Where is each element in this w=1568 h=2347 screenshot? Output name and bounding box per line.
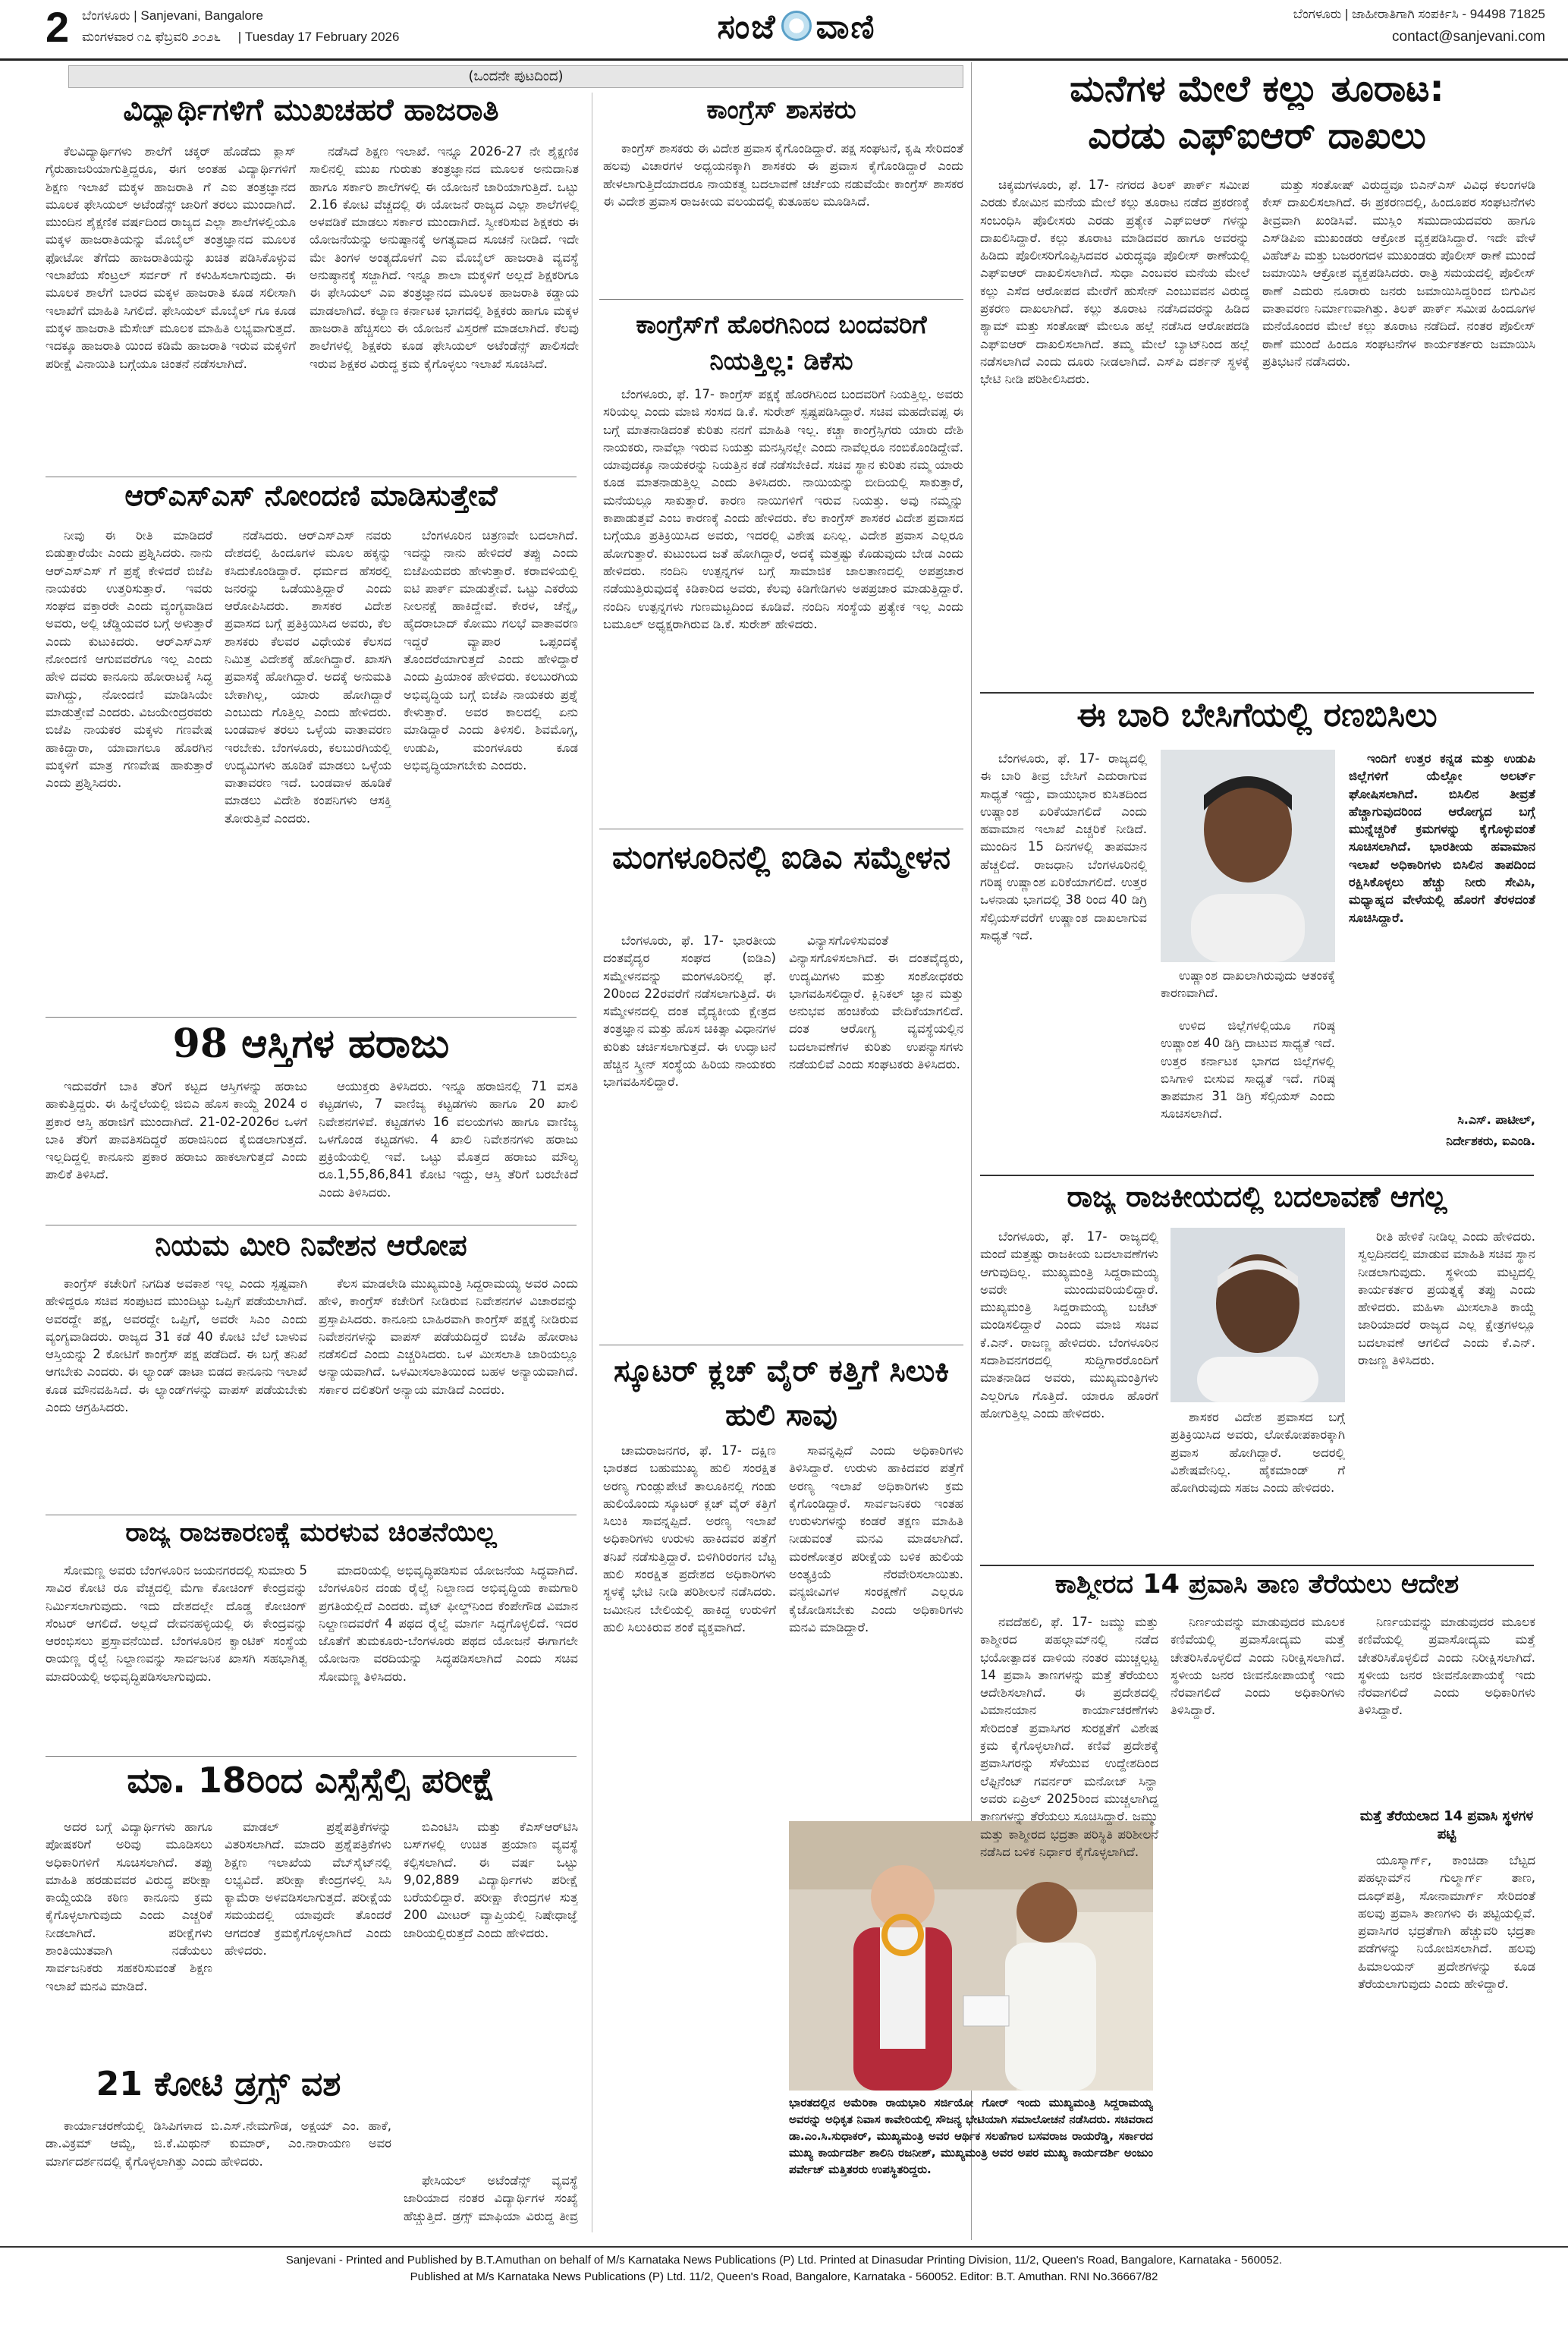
photo-heat-caption	[1161, 967, 1335, 1012]
continued-label: (ಒಂದನೇ ಪುಟದಿಂದ)	[68, 65, 963, 88]
paragraph: ವಿನ್ಯಾಸಗೊಳಿಸುವಂತೆ ವಿನ್ಯಾಸಗೊಳಿಸಲಾಗಿದೆ. ಈ ದಂತವೈದ್ಯರು, ಉದ್ಯಮಿಗಳು ಮತ್ತು ಸಂಶೋಧಕರು ಭಾಗವಹಿಸಲಿದ್ದಾರೆ. ಕ್ಲಿನಿಕಲ್ ಜ್ಞಾನ ಮತ್ತು ಅನುಭವ ಹಂಚಿಕೆಯ ವೇದಿಕೆಯಾಗಲಿದೆ. ದಂತ ಆರೋಗ್ಯ ವ್ಯವಸ್ಥೆಯಲ್ಲಿನ ಬದಲಾವಣೆಗಳ ಕುರಿತು ಉಪನ್ಯಾಸಗಳು ನಡೆಯಲಿವೆ ಎಂದು ಸಂಘಟಕರು ತಿಳಿಸಿದರು.	[789, 933, 963, 1072]
subheading-kashmir-list: ಮತ್ತೆ ತೆರೆಯಲಾದ 14 ಪ್ರವಾಸಿ ಸ್ಥಳಗಳ ಪಟ್ಟಿ	[1359, 1808, 1534, 1842]
imprint-footer	[0, 2246, 1568, 2292]
newspaper-logo	[668, 6, 925, 49]
logo-text-left: ಸಂಜೆ	[717, 8, 777, 46]
article-politics-col2	[319, 1562, 578, 1751]
article-sslc-col2	[225, 1818, 391, 2059]
headline-scooter: ಸ್ಕೂಟರ್ ಕ್ಲಚ್ ವೈರ್ ಕತ್ತಿಗೆ ಸಿಲುಕಿ ಹುಲಿ ಸಾವು	[613, 1354, 950, 1433]
paragraph: ಕಾರ್ಯಾಚರಣೆಯಲ್ಲಿ ಡಿಸಿಪಿಗಳಾದ ಬಿ.ಎಸ್.ನೇಮಗೌಡ, ಅಕ್ಷಯ್ ಎಂ. ಹಾಕೆ, ಡಾ.ವಿಕ್ರಮ್ ಆಮ್ಟೆ, ಜಿ.ಕೆ.ಮಿಥುನ್ ಕುಮಾರ್, ಎಂ.ನಾರಾಯಣ ಅವರ ಮಾರ್ಗದರ್ಶನದಲ್ಲಿ ಕೈಗೊಳ್ಳಲಾಗಿತ್ತು ಎಂದು ಹೇಳಿದರು.	[46, 2119, 391, 2169]
headline-mla: ಕಾಂಗ್ರೆಸ್ ಶಾಸಕರು	[706, 96, 856, 125]
paragraph: ಉಳಿದ ಜಿಲ್ಲೆಗಳಲ್ಲಿಯೂ ಗರಿಷ್ಠ ಉಷ್ಣಾಂಶ 40 ಡಿಗ್ರಿ ದಾಟುವ ಸಾಧ್ಯತೆ ಇದೆ. ಉತ್ತರ ಕರ್ನಾಟಕ ಭಾಗದ ಜಿಲ್ಲೆಗಳಲ್ಲಿ ಬಿಸಿಗಾಳಿ ಬೀಸುವ ಸಾಧ್ಯತೆ ಇದೆ. ಗರಿಷ್ಠ ತಾಪಮಾನ 31 ಡಿಗ್ರಿ ಸೆಲ್ಸಿಯಸ್ ಎಂದು ಸೂಚಿಸಲಾಗಿದೆ.	[1161, 1018, 1335, 1122]
paragraph: ಕಾಂಗ್ರೆಸ್ ಕಚೇರಿಗೆ ನಿಗದಿತ ಅವಕಾಶ ಇಲ್ಲ ಎಂದು ಸ್ಪಷ್ಟವಾಗಿ ಹೇಳಿದ್ದರೂ ಸಚಿವ ಸಂಪುಟದ ಮುಂದಿಟ್ಟು ಒಪ್ಪಿಗೆ ಪಡೆಯಲಾಗಿದೆ. ಅವರದ್ದೇ ಪಕ್ಷ, ಅವರದ್ದೇ ಒಪ್ಪಿಗೆ, ಅವರೇ ಸಿಎಂ ಎಂದು ವ್ಯಂಗ್ಯವಾಡಿದರು. ರಾಜ್ಯದ 31 ಕಡೆ 40 ಕೋಟಿ ಬೆಲೆ ಬಾಳುವ ಆಸ್ತಿಯನ್ನು 2 ಕೋಟಿಗೆ ಕಾಂಗ್ರೆಸ್ ಪಕ್ಷ ಪಡೆದಿದೆ. ಈ ಬಗ್ಗೆ ತನಿಖೆ ಆಗಬೇಕು ಎಂದರು. ಈ ಲ್ಯಾಂಡ್ ಡಾಟಾ ಬಿಡದ ಕಾನೂನು ಇಲಾಖೆ ಕೂಡ ಮೌನವಹಿಸಿದೆ. ಈ ಲ್ಯಾಂಡ್‌ಗಳನ್ನು ವಾಪಸ್ ಪಡೆಯಬೇಕು ಎಂದು ಆಗ್ರಹಿಸಿದರು.	[46, 1276, 307, 1415]
article-attendance-col2	[310, 143, 579, 473]
headline-sslc: ಮಾ. 18ರಿಂದ ಎಸ್ಸೆಸ್ಸೆಲ್ಸಿ ಪರೀಕ್ಷೆ	[127, 1760, 495, 1801]
paragraph: ಕಾಂಗ್ರೆಸ್ ಶಾಸಕರು ಈ ವಿದೇಶ ಪ್ರವಾಸ ಕೈಗೊಂಡಿದ್ದಾರೆ. ಪಕ್ಷ ಸಂಘಟನೆ, ಕೃಷಿ ಸೇರಿದಂತೆ ಹಲವು ವಿಚಾರಗಳ ಅಧ್ಯಯನಕ್ಕಾಗಿ ಶಾಸಕರು ಈ ಪ್ರವಾಸ ಕೈಗೊಂಡಿದ್ದಾರೆ ಎಂದು ಹೇಳಲಾಗುತ್ತಿದೆಯಾದರೂ ನಾಯಕತ್ವ ಬದಲಾವಣೆ ಚರ್ಚೆಯ ನಡುವೆಯೇ ಕಾಂಗ್ರೆಸ್ ಶಾಸಕರ ಈ ವಿದೇಶ ಪ್ರವಾಸ ರಾಜಕೀಯ ವಲಯದಲ್ಲಿ ಕುತೂಹಲ ಮೂಡಿಸಿದೆ.	[603, 141, 963, 209]
article-kashmir-col2	[1171, 1613, 1345, 2228]
article-politics-col1	[46, 1562, 307, 1751]
headline-stones-line1: ಮನೆಗಳ ಮೇಲೆ ಕಲ್ಲು ತೂರಾಟ:	[1070, 68, 1444, 110]
article-heat-col3	[1161, 1017, 1335, 1169]
paragraph: ಫೇಸಿಯಲ್ ಅಟೆಂಡೆನ್ಸ್ ವ್ಯವಸ್ಥೆ ಜಾರಿಯಾದ ನಂತರ ವಿದ್ಯಾರ್ಥಿಗಳ ಸಂಖ್ಯೆ ಹೆಚ್ಚುತ್ತಿದೆ. ಡ್ರಗ್ಸ್ ಮಾಫಿಯಾ ವಿರುದ್ಧ ತೀವ್ರ	[404, 2173, 578, 2223]
divider	[980, 692, 1534, 694]
headline-heat: ಈ ಬಾರಿ ಬೇಸಿಗೆಯಲ್ಲಿ ರಣಬಿಸಿಲು	[1076, 697, 1438, 735]
article-auction-col2	[319, 1078, 578, 1222]
article-investment-col1	[46, 1275, 307, 1510]
paragraph: ಶಾಸಕರ ವಿದೇಶ ಪ್ರವಾಸದ ಬಗ್ಗೆ ಪ್ರತಿಕ್ರಿಯಿಸಿದ ಅವರು, ಲೋಕೋಪಕಾರಕ್ಕಾಗಿ ಪ್ರವಾಸ ಹೋಗಿದ್ದಾರೆ. ಅದರಲ್ಲಿ ವಿಶೇಷವೇನಿಲ್ಲ. ಹೈಕಮಾಂಡ್ ಗೆ ಹೋಗಿರುವುದು ಸಹಜ ಎಂದು ಹೇಳಿದರು.	[1171, 1410, 1345, 1496]
article-drugs-col1	[46, 2117, 391, 2223]
article-ida-col2	[789, 932, 963, 1342]
paragraph: ಮಾಡಲ್ ಪ್ರಶ್ನೆಪತ್ರಿಕೆಗಳನ್ನು ವಿತರಿಸಲಾಗಿದೆ. ಮಾದರಿ ಪ್ರಶ್ನೆಪತ್ರಿಕೆಗಳು ಶಿಕ್ಷಣ ಇಲಾಖೆಯ ವೆಬ್‌ಸೈಟ್‌ನಲ್ಲಿ ಲಭ್ಯವಿದೆ. ಪರೀಕ್ಷಾ ಕೇಂದ್ರಗಳಲ್ಲಿ ಸಿಸಿ ಕ್ಯಾಮೆರಾ ಅಳವಡಿಸಲಾಗುತ್ತದೆ. ಪರೀಕ್ಷೆಯ ಸಮಯದಲ್ಲಿ ಯಾವುದೇ ತೊಂದರೆ ಆಗದಂತೆ ಕ್ರಮಕೈಗೊಳ್ಳಲಾಗಿದೆ ಎಂದು ಹೇಳಿದರು.	[225, 1820, 391, 1958]
divider	[599, 299, 963, 300]
paragraph: ಬೆಂಗಳೂರಿನ ಚಿತ್ರಣವೇ ಬದಲಾಗಿದೆ. ಇದನ್ನು ನಾನು ಹೇಳಿದರೆ ತಪ್ಪು ಎಂದು ಬಿಜೆಪಿಯವರು ಹೇಳುತ್ತಾರೆ. ಕರಾವಳಿಯಲ್ಲಿ ಐಟಿ ಪಾರ್ಕ್ ಮಾಡುತ್ತೇವೆ. ಒಟ್ಟು ಎಕರೆಯ ನೀಲನಕ್ಷೆ ಹಾಕಿದ್ದೇವೆ. ಕೇರಳ, ಚೆನ್ನೈ, ಹೈದರಾಬಾದ್ ಕೋಮು ಗಲಭೆ ವಾತಾವರಣ ಇದ್ದರೆ ವ್ಯಾಪಾರ ಒಪ್ಪಂದಕ್ಕೆ ತೊಂದರೆಯಾಗುತ್ತದೆ ಎಂದು ಹೇಳಿದ್ದಾರೆ ಎಂದು ಪ್ರಿಯಾಂಕ ಹೇಳಿದರು. ಕಲಬುರಗಿಯ ಅಭಿವೃದ್ಧಿಯ ಬಗ್ಗೆ ಬಿಜೆಪಿ ನಾಯಕರು ಪ್ರಶ್ನೆ ಕೇಳುತ್ತಾರೆ. ಅವರ ಕಾಲದಲ್ಲಿ ಏನು ಮಾಡಿದ್ದಾರೆ ಎಂದು ತಿಳಿಸಲಿ. ಶಿವಮೊಗ್ಗ, ಉಡುಪಿ, ಮಂಗಳೂರು ಕೂಡ ಅಭಿವೃದ್ಧಿಯಾಗಬೇಕು ಎಂದರು.	[404, 528, 578, 772]
paragraph: ಸಾವನ್ನಪ್ಪಿದೆ ಎಂದು ಅಧಿಕಾರಿಗಳು ತಿಳಿಸಿದ್ದಾರೆ. ಉರುಳು ಹಾಕಿದವರ ಪತ್ತೆಗೆ ಅರಣ್ಯ ಇಲಾಖೆ ಅಧಿಕಾರಿಗಳು ಕ್ರಮ ಕೈಗೊಂಡಿದ್ದಾರೆ. ಸಾರ್ವಜನಿಕರು ಇಂತಹ ಉರುಳುಗಳನ್ನು ಕಂಡರೆ ತಕ್ಷಣ ಮಾಹಿತಿ ನೀಡುವಂತೆ ಮನವಿ ಮಾಡಲಾಗಿದೆ. ಮರಣೋತ್ತರ ಪರೀಕ್ಷೆಯ ಬಳಿಕ ಹುಲಿಯ ಅಂತ್ಯಕ್ರಿಯೆ ನೆರವೇರಿಸಲಾಯಿತು. ವನ್ಯಜೀವಿಗಳ ಸಂರಕ್ಷಣೆಗೆ ಎಲ್ಲರೂ ಕೈಜೋಡಿಸಬೇಕು ಎಂದು ಅಧಿಕಾರಿಗಳು ಮನವಿ ಮಾಡಿದ್ದಾರೆ.	[789, 1443, 963, 1634]
paragraph: ಕೆಲವಿದ್ಯಾರ್ಥಿಗಳು ಶಾಲೆಗೆ ಚಕ್ಕರ್ ಹೊಡೆದು ಕ್ಲಾಸ್ ಗೈರುಹಾಜರಿಯಾಗುತ್ತಿದ್ದರೂ, ಈಗ ಅಂತಹ ವಿದ್ಯಾರ್ಥಿಗಳಿಗೆ ಶಿಕ್ಷಣ ಇಲಾಖೆ ಮಕ್ಕಳ ಹಾಜರಾತಿ ಗೆ ಎಐ ತಂತ್ರಜ್ಞಾನದ ಮೂಲಕ ಫೇಸಿಯಲ್ ಅಟೆಂಡೆನ್ಸ್ ಜಾರಿಗೆ ತರಲು ಮುಂದಾಗಿದೆ. ಮುಂದಿನ ಶೈಕ್ಷಣಿಕ ವರ್ಷದಿಂದ ರಾಜ್ಯದ ಎಲ್ಲಾ ಶಾಲೆಗಳಲ್ಲಿಯೂ ಮಕ್ಕಳ ಹಾಜರಾತಿಯನ್ನು ಮೊಬೈಲ್ ತಂತ್ರಜ್ಞಾನದ ಮೂಲಕ ಫೋಟೋ ತೆಗೆದು ಹಾಜರಾತಿಯನ್ನು ಖಚಿತ ಪಡಿಸಿಕೊಳ್ಳುವ ಇಲಾಖೆಯ ಸೆಂಟ್ರಲ್ ಸರ್ವರ್ ಗೆ ಕಳುಹಿಸಲಾಗುವುದು. ಈ ಮೂಲಕ ಶಾಲೆಗೆ ಬಾರದ ಮಕ್ಕಳ ಹಾಜರಾತಿ ಕೂಡ ಸಲೀಸಾಗಿ ಇಲಾಖೆಗೆ ಮಾಹಿತಿ ಸಿಗಲಿದೆ. ಫೇಸಿಯಲ್ ಮೊಬೈಲ್ ಗೂ ಕೂಡ ಮಕ್ಕಳ ಹಾಜರಾತಿ ಮೆಸೇಜ್ ಮೂಲಕ ಮಾಹಿತಿ ಲಭ್ಯವಾಗುತ್ತದೆ. ಇದಕ್ಕೂ ಹಾಜರಾತಿ ಯಿಂದ ಕಡಿಮೆ ಹಾಜರಾತಿ ಇರುವ ಮಕ್ಕಳಿಗೆ ಪರೀಕ್ಷೆ ವಿನಾಯಿತಿ ಬಗ್ಗೆಯೂ ಚಿಂತನೆ ನಡೆಸಲಾಗಿದೆ.	[46, 144, 296, 371]
paragraph: ರೀತಿ ಹೇಳಿಕೆ ನೀಡಿಲ್ಲ ಎಂದು ಹೇಳಿದರು. ಸ್ವಲ್ಪದಿನದಲ್ಲಿ ಮಾಡುವ ಮಾಹಿತಿ ಸಚಿವ ಸ್ಥಾನ ನೀಡಲಾಗುವುದು. ಸ್ಥಳೀಯ ಮಟ್ಟದಲ್ಲಿ ಕಾರ್ಯಕರ್ತರ ಪ್ರಯತ್ನಕ್ಕೆ ತಪ್ಪು ಎಂದು ಹೇಳಿದರು. ಮಹಿಳಾ ಮೀಸಲಾತಿ ಕಾಯ್ದೆ ಜಾರಿಯಾದರೆ ರಾಜ್ಯದ ಎಲ್ಲ ಕ್ಷೇತ್ರಗಳಲ್ಲೂ ಬದಲಾವಣೆ ಆಗಲಿದೆ ಎಂದು ಕೆ.ಎನ್. ರಾಜಣ್ಣ ತಿಳಿಸಿದರು.	[1358, 1229, 1535, 1368]
paragraph: ಆಯುಕ್ತರು ತಿಳಿಸಿದರು. ಇನ್ನೂ ಹರಾಜಿನಲ್ಲಿ 71 ವಸತಿ ಕಟ್ಟಡಗಳು, 7 ವಾಣಿಜ್ಯ ಕಟ್ಟಡಗಳು ಹಾಗೂ 20 ಖಾಲಿ ನಿವೇಶನಗಳಿವೆ. ಕಟ್ಟಡಗಳು 16 ವಲಯಗಳು ಹಾಗೂ ವಾಣಿಜ್ಯ ಒಳಗೊಂಡ ಕಟ್ಟಡಗಳು. 4 ಖಾಲಿ ನಿವೇಶನಗಳು ಹರಾಜು ಪ್ರಕ್ರಿಯೆಯಲ್ಲಿ ಇವೆ. ಒಟ್ಟು ಮೊತ್ತದ ಹರಾಜು ಮೌಲ್ಯ ರೂ.1,55,86,841 ಕೋಟಿ ಇದ್ದು, ಆಸ್ತಿ ತೆರಿಗೆ ಬರಬೇಕಿದೆ ಎಂದು ತಿಳಿಸಿದರು.	[319, 1079, 578, 1200]
paragraph: ಮಾದರಿಯಲ್ಲಿ ಅಭಿವೃದ್ಧಿಪಡಿಸುವ ಯೋಜನೆಯ ಸಿದ್ಧವಾಗಿದೆ. ಬೆಂಗಳೂರಿನ ದಂಡು ರೈಲ್ವೆ ನಿಲ್ದಾಣದ ಅಭಿವೃದ್ಧಿಯ ಕಾಮಗಾರಿ ಪ್ರಗತಿಯಲ್ಲಿದೆ ಎಂದರು. ವೈಟ್ ಫೀಲ್ಡ್‌ನಿಂದ ಕೆಂಪೇಗೌಡ ವಿಮಾನ ನಿಲ್ದಾಣದವರೆಗೆ 4 ಪಥದ ರೈಲ್ವೆ ಮಾರ್ಗ ಸಿದ್ಧಗೊಳ್ಳಲಿದೆ. ಇದರ ಜೊತೆಗೆ ತುಮಕೂರು-ಬೆಂಗಳೂರು ಪಥದ ಯೋಜನೆ ಈಗಾಗಲೇ ಯೋಜನಾ ವರದಿಯನ್ನು ಸಿದ್ಧಪಡಿಸಲಾಗಿದೆ ಎಂದು ಸಚಿವ ಸೋಮಣ್ಣ ತಿಳಿಸಿದರು.	[319, 1563, 578, 1684]
date-kannada: ಮಂಗಳವಾರ ೧೭ ಫೆಬ್ರವರಿ ೨೦೨೬	[82, 30, 222, 44]
article-auction-col1	[46, 1078, 307, 1222]
portrait-illustration	[1161, 750, 1335, 962]
article-heat-col1	[980, 750, 1147, 1167]
paragraph: ಬಿಎಂಟಿಸಿ ಮತ್ತು ಕೆಎಸ್ಆರ್‌ಟಿಸಿ ಬಸ್‌ಗಳಲ್ಲಿ ಉಚಿತ ಪ್ರಯಾಣ ವ್ಯವಸ್ಥೆ ಕಲ್ಪಿಸಲಾಗಿದೆ. ಈ ವರ್ಷ ಒಟ್ಟು 9,02,889 ವಿದ್ಯಾರ್ಥಿಗಳು ಪರೀಕ್ಷೆ ಬರೆಯಲಿದ್ದಾರೆ. ಪರೀಕ್ಷಾ ಕೇಂದ್ರಗಳ ಸುತ್ತ 200 ಮೀಟರ್ ವ್ಯಾಪ್ತಿಯಲ್ಲಿ ನಿಷೇಧಾಜ್ಞೆ ಜಾರಿಯಲ್ಲಿರುತ್ತದೆ ಎಂದು ಹೇಳಿದರು.	[404, 1820, 578, 1940]
article-drugs-col2	[404, 2172, 578, 2225]
headline-rss: ಆರ್‌ಎಸ್‌ಎಸ್ ನೋಂದಣಿ ಮಾಡಿಸುತ್ತೇವೆ	[124, 480, 498, 512]
imprint-line-2: Published at M/s Karnataka News Publications (P) Ltd. 11/2, Queen's Road, Bangalore, Karnataka - 560052. Editor: B.T. Amuthan. RNI No.36667/82	[410, 2270, 1158, 2283]
photo-heat-official	[1161, 750, 1335, 962]
headline-ida: ಮಂಗಳೂರಿನಲ್ಲಿ ಐಡಿಎ ಸಮ್ಮೇಳನ	[612, 838, 951, 876]
divider	[46, 1017, 577, 1018]
paragraph: ಸೋಮಣ್ಣ ಅವರು ಬೆಂಗಳೂರಿನ ಜಯನಗರದಲ್ಲಿ ಸುಮಾರು 5 ಸಾವಿರ ಕೋಟಿ ರೂ ವೆಚ್ಚದಲ್ಲಿ ಮೆಗಾ ಕೋಚಿಂಗ್ ಕೇಂದ್ರವನ್ನು ನಿರ್ಮಿಸಲಾಗುವುದು. ಇದು ದೇಶದಲ್ಲೇ ದೊಡ್ಡ ಕೋಚಿಂಗ್ ಸೆಂಟರ್ ಆಗಲಿದೆ. ಅಲ್ಲದೆ ದೇವನಹಳ್ಳಿಯಲ್ಲಿ ಈ ಕೇಂದ್ರವನ್ನು ಆರಂಭಿಸಲು ಪ್ರಸ್ತಾವನೆಯಿದೆ. ಬೆಂಗಳೂರಿನ ಕ್ವಾಂಟಿಕ್ ಸಂಸ್ಥೆಯ ರಾಯಣ್ಣ ರೈಲ್ವೆ ನಿಲ್ದಾಣವನ್ನು ಸಾರ್ವಜನಿಕ ಖಾಸಗಿ ಸಹಭಾಗಿತ್ವ ಮಾದರಿಯಲ್ಲಿ ಅಭಿವೃದ್ಧಿಪಡಿಸಲಾಗುವುದು.	[46, 1563, 307, 1684]
paragraph: ಅದರ ಬಗ್ಗೆ ವಿದ್ಯಾರ್ಥಿಗಳು ಹಾಗೂ ಪೋಷಕರಿಗೆ ಅರಿವು ಮೂಡಿಸಲು ಅಧಿಕಾರಿಗಳಿಗೆ ಸೂಚಿಸಲಾಗಿದೆ. ತಪ್ಪು ಮಾಹಿತಿ ಹರಡುವವರ ವಿರುದ್ಧ ಪರೀಕ್ಷಾ ಕಾಯ್ದೆಯಡಿ ಕಠಿಣ ಕಾನೂನು ಕ್ರಮ ಕೈಗೊಳ್ಳಲಾಗುವುದು ಎಂದು ಎಚ್ಚರಿಕೆ ನೀಡಲಾಗಿದೆ. ಪರೀಕ್ಷೆಗಳು ಶಾಂತಿಯುತವಾಗಿ ನಡೆಯಲು ಸಾರ್ವಜನಿಕರು ಸಹಕರಿಸುವಂತೆ ಶಿಕ್ಷಣ ಇಲಾಖೆ ಮನವಿ ಮಾಡಿದೆ.	[46, 1820, 212, 1993]
article-sslc-col3	[404, 1818, 578, 2167]
divider	[46, 1756, 577, 1757]
date-english: | Tuesday 17 February 2026	[237, 30, 400, 44]
paragraph: ನವದೆಹಲಿ, ಫೆ. 17- ಜಮ್ಮು ಮತ್ತು ಕಾಶ್ಮೀರದ ಪಹಲ್ಗಾಮ್‌ನಲ್ಲಿ ನಡೆದ ಭಯೋತ್ಪಾದಕ ದಾಳಿಯ ನಂತರ ಮುಚ್ಚಲ್ಪಟ್ಟ 14 ಪ್ರವಾಸಿ ತಾಣಗಳನ್ನು ಮತ್ತೆ ತೆರೆಯಲು ಆದೇಶಿಸಲಾಗಿದೆ. ಈ ಪ್ರದೇಶದಲ್ಲಿ ವಿಮಾನಯಾನ ಕಾರ್ಯಾಚರಣೆಗಳು ಸೇರಿದಂತೆ ಪ್ರವಾಸಿಗರ ಸುರಕ್ಷತೆಗೆ ವಿಶೇಷ ಕ್ರಮ ಕೈಗೊಳ್ಳಲಾಗಿದೆ. ಕಣಿವೆ ಪ್ರದೇಶಕ್ಕೆ ಪ್ರವಾಸಿಗರನ್ನು ಸೆಳೆಯುವ ಉದ್ದೇಶದಿಂದ ಲೆಫ್ಟಿನೆಂಟ್ ಗವರ್ನರ್ ಮನೋಜ್ ಸಿನ್ಹಾ ಅವರು ಏಪ್ರಿಲ್ 2025ರಿಂದ ಮುಚ್ಚಲಾಗಿದ್ದ ತಾಣಗಳನ್ನು ತೆರೆಯಲು ಸೂಚಿಸಿದ್ದಾರೆ. ಜಮ್ಮು ಮತ್ತು ಕಾಶ್ಮೀರದ ಭದ್ರತಾ ಪರಿಸ್ಥಿತಿ ಪರಿಶೀಲನೆ ನಡೆಸಿದ ಬಳಿಕ ನಿರ್ಧಾರ ಕೈಗೊಳ್ಳಲಾಗಿದೆ.	[980, 1615, 1158, 1859]
paragraph: ನಡೆಸಿದೆ ಶಿಕ್ಷಣ ಇಲಾಖೆ. ಇನ್ನೂ 2026-27 ನೇ ಶೈಕ್ಷಣಿಕ ಸಾಲಿನಲ್ಲಿ ಮುಖ ಗುರುತು ತಂತ್ರಜ್ಞಾನದ ಮೂಲಕ ಅನುದಾನಿತ ಹಾಗೂ ಸರ್ಕಾರಿ ಶಾಲೆಗಳಲ್ಲಿ ಈ ಯೋಜನೆ ಜಾರಿಯಾಗುತ್ತಿದೆ. ಒಟ್ಟು 2.16 ಕೋಟಿ ವೆಚ್ಚದಲ್ಲಿ ಈ ಯೋಜನೆ ರಾಜ್ಯದ ಎಲ್ಲಾ ಶಾಲೆಗಳಲ್ಲಿ ಅಳವಡಿಕೆ ಮಾಡಲು ಸರ್ಕಾರ ಮುಂದಾಗಿದೆ. ಸ್ವೀಕರಿಸುವ ಶಿಕ್ಷಕರು ಈ ಯೋಜನೆಯನ್ನು ಅನುಷ್ಠಾನಕ್ಕೆ ಅಗತ್ಯವಾದ ಸೂಚನೆ ನೀಡಿದೆ. ಇದೇ ಮೇ ತಿಂಗಳ ಅಂತ್ಯದೊಳಗೆ ಎಐ ಮೊಬೈಲ್ ಹಾಜರಾತಿ ವ್ಯವಸ್ಥೆ ಅನುಷ್ಠಾನಕ್ಕೆ ಸಜ್ಜಾಗಿದೆ. ಇನ್ನೂ ಶಾಲಾ ಮಕ್ಕಳಿಗೆ ಅಲ್ಲದೆ ಶಿಕ್ಷಕರಿಗೂ ಈ ಫೇಸಿಯಲ್ ಎಐ ತಂತ್ರಜ್ಞಾನದ ಮೂಲಕ ಹಾಜರಾತಿ ಕಡ್ಡಾಯ ಮಾಡಲಾಗಿದೆ. ಕಲ್ಯಾಣ ಕರ್ನಾಟಕ ಭಾಗದಲ್ಲಿ ಶಿಕ್ಷಕರು ಹಾಗೂ ಮಕ್ಕಳ ಹಾಜರಾತಿ ಹೆಚ್ಚಿಸಲು ಈ ಯೋಜನೆ ವಿಸ್ತರಣೆ ಮಾಡಲಾಗಿದೆ. ಕೆಲವು ಶಾಲೆಗಳಲ್ಲಿ ಶಿಕ್ಷಕರು ಕೂಡ ಫೇಸಿಯಲ್ ಅಟೆಂಡೆನ್ಸ್ ಪಾಲಿಸದೇ ಇರುವ ಶಿಕ್ಷಕರ ವಿರುದ್ಧ ಕ್ರಮ ಕೈಗೊಳ್ಳಲು ಇಲಾಖೆ ಸೂಚಿಸಿದೆ.	[310, 144, 579, 371]
article-rss-col3	[404, 527, 578, 1012]
edition-label: | Sanjevani, Bangalore	[134, 8, 263, 23]
paragraph: ಬೆಂಗಳೂರು, ಫೆ. 17- ರಾಜ್ಯದಲ್ಲಿ ಈ ಬಾರಿ ತೀವ್ರ ಬೇಸಿಗೆ ಎದುರಾಗುವ ಸಾಧ್ಯತೆ ಇದ್ದು, ವಾಯುಭಾರ ಕುಸಿತದಿಂದ ಉಷ್ಣಾಂಶ ಏರಿಕೆಯಾಗಲಿದೆ ಎಂದು ಹವಾಮಾನ ಇಲಾಖೆ ಎಚ್ಚರಿಕೆ ನೀಡಿದೆ. ಮುಂದಿನ 15 ದಿನಗಳಲ್ಲಿ ತಾಪಮಾನ ಹೆಚ್ಚಲಿದೆ. ರಾಜಧಾನಿ ಬೆಂಗಳೂರಿನಲ್ಲಿ ಗರಿಷ್ಠ ಉಷ್ಣಾಂಶ ಏರಿಕೆಯಾಗಲಿದೆ. ಉತ್ತರ ಒಳನಾಡು ಭಾಗದಲ್ಲಿ 38 ರಿಂದ 40 ಡಿಗ್ರಿ ಸೆಲ್ಸಿಯಸ್‌ವರೆಗೆ ಉಷ್ಣಾಂಶ ದಾಖಲಾಗುವ ಸಾಧ್ಯತೆ ಇದೆ.	[980, 751, 1147, 942]
article-dks	[603, 385, 963, 826]
photo-change-leader	[1171, 1228, 1345, 1402]
headline-stones-line2: ಎರಡು ಎಫ್‌ಐಆರ್ ದಾಖಲು	[1088, 115, 1426, 157]
paragraph: ಕೆಲಸ ಮಾಡಲೇಡಿ ಮುಖ್ಯಮಂತ್ರಿ ಸಿದ್ದರಾಮಯ್ಯ ಅವರ ಎಂದು ಹೇಳಿ, ಕಾಂಗ್ರೆಸ್ ಕಚೇರಿಗೆ ನೀಡಿರುವ ನಿವೇಶನಗಳ ವಿಚಾರವನ್ನು ಪ್ರಸ್ತಾಪಿಸಿದರು. ಕಾನೂನು ಬಾಹಿರವಾಗಿ ಕಾಂಗ್ರೆಸ್ ಪಕ್ಷಕ್ಕೆ ನೀಡಿರುವ ನಿವೇಶನಗಳನ್ನು ವಾಪಸ್ ಪಡೆಯದಿದ್ದರೆ ಬಿಜೆಪಿ ಹೋರಾಟ ನಡೆಸಲಿದೆ ಎಂದು ಎಚ್ಚರಿಸಿದರು. ಒಳ ಮೀಸಲಾತಿ ಜಾರಿಯಲ್ಲೂ ಅನ್ಯಾಯವಾಗಿದೆ. ಒಳಮೀಸಲಾತಿಯಿಂದ ಬಹಳ ಅನ್ಯಾಯವಾಗಿದೆ. ಸರ್ಕಾರ ದಲಿತರಿಗೆ ಅನ್ಯಾಯ ಮಾಡಿದೆ ಎಂದರು.	[319, 1276, 578, 1397]
page-number: 2	[46, 3, 70, 51]
portrait-illustration	[1171, 1228, 1345, 1402]
headline-dks: ಕಾಂಗ್ರೆಸ್‌ಗೆ ಹೊರಗಿನಿಂದ ಬಂದವರಿಗೆ ನಿಯತ್ತಿಲ್ಲ: ಡಿಕೆಸು	[636, 310, 927, 376]
article-rss-col1	[46, 527, 212, 1012]
paragraph: ಚಾಮರಾಜನಗರ, ಫೆ. 17- ದಕ್ಷಿಣ ಭಾರತದ ಬಹುಮುಖ್ಯ ಹುಲಿ ಸಂರಕ್ಷಿತ ಅರಣ್ಯ ಗುಂಡ್ಲುಪೇಟೆ ತಾಲೂಕಿನಲ್ಲಿ ಗಂಡು ಹುಲಿಯೊಂದು ಸ್ಕೂಟರ್ ಕ್ಲಚ್ ವೈರ್ ಕತ್ತಿಗೆ ಸಿಲುಕಿ ಸಾವನ್ನಪ್ಪಿದೆ. ಅರಣ್ಯ ಇಲಾಖೆ ಅಧಿಕಾರಿಗಳು ಉರುಳು ಹಾಕಿದವರ ಪತ್ತೆಗೆ ತನಿಖೆ ನಡೆಸುತ್ತಿದ್ದಾರೆ. ಬಿಳಿಗಿರಿರಂಗನ ಬೆಟ್ಟ ಹುಲಿ ಸಂರಕ್ಷಿತ ಪ್ರದೇಶದ ಅಧಿಕಾರಿಗಳು ಸ್ಥಳಕ್ಕೆ ಭೇಟಿ ನೀಡಿ ಪರಿಶೀಲನೆ ನಡೆಸಿದರು. ಜಮೀನಿನ ಬೇಲಿಯಲ್ಲಿ ಹಾಕಿದ್ದ ಉರುಳಿಗೆ ಹುಲಿ ಸಿಲುಕಿರುವ ಶಂಕೆ ವ್ಯಕ್ತವಾಗಿದೆ.	[603, 1443, 776, 1634]
headline-politics: ರಾಜ್ಯ ರಾಜಕಾರಣಕ್ಕೆ ಮರಳುವ ಚಿಂತನೆಯಿಲ್ಲ	[125, 1518, 497, 1548]
headline-investment: ನಿಯಮ ಮೀರಿ ನಿವೇಶನ ಆರೋಪ	[155, 1229, 467, 1262]
headline-drugs: 21 ಕೋಟಿ ಡ್ರಗ್ಸ್ ವಶ	[96, 2065, 341, 2103]
headline-change: ರಾಜ್ಯ ರಾಜಕೀಯದಲ್ಲಿ ಬದಲಾವಣೆ ಆಗಲ್ಲ	[1067, 1181, 1447, 1213]
headline-attendance: ವಿದ್ಯಾರ್ಥಿಗಳಿಗೆ ಮುಖಚಹರೆ ಹಾಜರಾತಿ	[123, 93, 499, 127]
article-rss-col2	[225, 527, 391, 1012]
contact-email[interactable]: contact@sanjevani.com	[1392, 29, 1545, 45]
masthead	[0, 0, 1568, 61]
logo-text-right: ವಾಣಿ	[815, 8, 876, 46]
headline-auction: 98 ಆಸ್ತಿಗಳ ಹರಾಜು	[172, 1021, 450, 1067]
paragraph: ನಿರ್ಣಯವನ್ನು ಮಾಡುವುದರ ಮೂಲಕ ಕಣಿವೆಯಲ್ಲಿ ಪ್ರವಾಸೋದ್ಯಮ ಮತ್ತೆ ಚೇತರಿಸಿಕೊಳ್ಳಲಿದೆ ಎಂದು ನಿರೀಕ್ಷಿಸಲಾಗಿದೆ. ಸ್ಥಳೀಯ ಜನರ ಜೀವನೋಪಾಯಕ್ಕೆ ಇದು ನೆರವಾಗಲಿದೆ ಎಂದು ಅಧಿಕಾರಿಗಳು ತಿಳಿಸಿದ್ದಾರೆ.	[1171, 1615, 1345, 1718]
ads-contact: ಬೆಂಗಳೂರು | ಜಾಹೀರಾತಿಗಾಗಿ ಸಂಪರ್ಕಿಸಿ - 94498 71825	[1293, 7, 1545, 21]
article-change-col1	[980, 1228, 1158, 1562]
imprint-line-1: Sanjevani - Printed and Published by B.T.Amuthan on behalf of M/s Karnataka News Publications (P) Ltd. Printed at Dinasudar Printing Division, 11/2, Queen's Road, Bangalore, Karnataka - 560052.	[285, 2254, 1283, 2267]
headline-kashmir: ಕಾಶ್ಮೀರದ 14 ಪ್ರವಾಸಿ ತಾಣ ತೆರೆಯಲು ಆದೇಶ	[1054, 1569, 1460, 1600]
article-change-photo-side	[1171, 1408, 1345, 1560]
article-change-col2	[1358, 1228, 1535, 1562]
paragraph: ನಡೆಸಿದರು. ಆರ್‌ಎಸ್‌ಎಸ್ ನವರು ದೇಶದಲ್ಲಿ ಹಿಂದೂಗಳ ಮೂಲ ಹಕ್ಕನ್ನು ಕಸಿದುಕೊಂಡಿದ್ದಾರೆ. ಧರ್ಮದ ಹೆಸರಲ್ಲಿ ಜನರನ್ನು ಒಡೆಯುತ್ತಿದ್ದಾರೆ ಎಂದು ಆರೋಪಿಸಿದರು. ಶಾಸಕರ ವಿದೇಶ ಪ್ರವಾಸದ ಬಗ್ಗೆ ಪ್ರತಿಕ್ರಿಯಿಸಿದ ಅವರು, ಕೆಲ ಶಾಸಕರು ಕೆಲವರ ವಿಧೇಯಕ ಕೆಲಸದ ನಿಮಿತ್ತ ವಿದೇಶಕ್ಕೆ ಹೋಗಿದ್ದಾರೆ. ಖಾಸಗಿ ಪ್ರವಾಸಕ್ಕೆ ಹೋಗಿದ್ದಾರೆ. ಅದಕ್ಕೆ ಅನುಮತಿ ಬೇಕಾಗಿಲ್ಲ, ಯಾರು ಹೋಗಿದ್ದಾರೆ ಎಂಬುದು ಗೊತ್ತಿಲ್ಲ ಎಂದು ಹೇಳಿದರು. ಬಂಡವಾಳ ತರಲು ಒಳ್ಳೆಯ ವಾತಾವರಣ ಇರಬೇಕು. ಬೆಂಗಳೂರು, ಕಲಬುರಗಿಯಲ್ಲಿ ಉದ್ಯಮಿಗಳು ಹೂಡಿಕೆ ಮಾಡಲು ಒಳ್ಳೆಯ ವಾತಾವರಣ ಇದೆ. ಬಂಡವಾಳ ಹೂಡಿಕೆ ಮಾಡಲು ವಿದೇಶಿ ಕಂಪನಿಗಳು ಆಸಕ್ತಿ ತೋರುತ್ತಿವೆ ಎಂದರು.	[225, 528, 391, 826]
paragraph: ಉಷ್ಣಾಂಶ ದಾಖಲಾಗಿರುವುದು ಆತಂಕಕ್ಕೆ ಕಾರಣವಾಗಿದೆ.	[1161, 968, 1335, 1001]
paragraph: ಇದುವರೆಗೆ ಬಾಕಿ ತೆರಿಗೆ ಕಟ್ಟದ ಆಸ್ತಿಗಳನ್ನು ಹರಾಜು ಹಾಕುತ್ತಿದ್ದರು. ಈ ಹಿನ್ನೆಲೆಯಲ್ಲಿ ಜಿಬಿಎ ಹೊಸ ಕಾಯ್ದೆ 2024 ರ ಪ್ರಕಾರ ಆಸ್ತಿ ಹರಾಜಿಗೆ ಮುಂದಾಗಿದೆ. 21-02-2026ರ ಒಳಗೆ ಬಾಕಿ ತೆರಿಗೆ ಪಾವತಿಸದಿದ್ದರೆ ಹರಾಜಿನಿಂದ ಕೈಬಿಡಲಾಗುತ್ತದೆ. ಇಲ್ಲದಿದ್ದಲ್ಲಿ ಕಾನೂನು ಪ್ರಕಾರ ಹರಾಜು ಹಾಕಲಾಗುತ್ತದೆ ಎಂದು ಪಾಲಿಕೆ ತಿಳಿಸಿದೆ.	[46, 1079, 307, 1182]
article-kashmir-col3	[1358, 1851, 1535, 2228]
signature-name: ಸಿ.ಎಸ್. ಪಾಟೀಲ್,	[1457, 1112, 1535, 1127]
article-investment-col2	[319, 1275, 578, 1510]
divider	[980, 1175, 1534, 1176]
date-line	[82, 29, 613, 45]
article-mla	[603, 140, 963, 295]
photo-caption: ಭಾರತದಲ್ಲಿನ ಅಮೆರಿಕಾ ರಾಯಭಾರಿ ಸರ್ಜಿಯೋ ಗೋರ್ ಇಂದು ಮುಖ್ಯಮಂತ್ರಿ ಸಿದ್ದರಾಮಯ್ಯ ಅವರನ್ನು ಅಧಿಕೃತ ನಿವಾಸ ಕಾವೇರಿಯಲ್ಲಿ ಸೌಜನ್ಯ ಭೇಟಿಯಾಗಿ ಸಮಾಲೋಚನೆ ನಡೆಸಿದರು. ಸಚಿವರಾದ ಡಾ.ಎಂ.ಸಿ.ಸುಧಾಕರ್, ಮುಖ್ಯಮಂತ್ರಿ ಅವರ ಆರ್ಥಿಕ ಸಲಹೆಗಾರ ಬಸವರಾಜ ರಾಯರೆಡ್ಡಿ, ಸರ್ಕಾರದ ಮುಖ್ಯ ಕಾರ್ಯದರ್ಶಿ ಶಾಲಿನಿ ರಜನೀಶ್, ಮುಖ್ಯಮಂತ್ರಿ ಅವರ ಅಪರ ಮುಖ್ಯ ಕಾರ್ಯದರ್ಶಿ ಅಂಜುಂ ಪರ್ವೇಜ್ ಮತ್ತಿತರರು ಉಪಸ್ಥಿತರಿದ್ದರು.	[789, 2096, 1153, 2176]
article-kashmir-col2b	[1358, 1613, 1535, 1803]
article-stones-col2	[1262, 176, 1535, 689]
article-heat-col2	[1349, 750, 1535, 1110]
paragraph: ಇಂದಿಗೆ ಉತ್ತರ ಕನ್ನಡ ಮತ್ತು ಉಡುಪಿ ಜಿಲ್ಲೆಗಳಿಗೆ ಯೆಲ್ಲೋ ಅಲರ್ಟ್ ಘೋಷಿಸಲಾಗಿದೆ. ಬಿಸಿಲಿನ ತೀವ್ರತೆ ಹೆಚ್ಚಾಗುವುದರಿಂದ ಆರೋಗ್ಯದ ಬಗ್ಗೆ ಮುನ್ನೆಚ್ಚರಿಕೆ ಕ್ರಮಗಳನ್ನು ಕೈಗೊಳ್ಳುವಂತೆ ಸೂಚಿಸಲಾಗಿದೆ. ಭಾರತೀಯ ಹವಾಮಾನ ಇಲಾಖೆ ಅಧಿಕಾರಿಗಳು ಬಿಸಿಲಿನ ತಾಪದಿಂದ ರಕ್ಷಿಸಿಕೊಳ್ಳಲು ಹೆಚ್ಚು ನೀರು ಸೇವಿಸಿ, ಮಧ್ಯಾಹ್ನದ ವೇಳೆಯಲ್ಲಿ ಹೊರಗೆ ತೆರಳದಂತೆ ಸೂಚಿಸಿದ್ದಾರೆ.	[1349, 751, 1535, 925]
article-kashmir-col1	[980, 1613, 1158, 2228]
paragraph: ಯೂಸ್ಮಾರ್ಗ್, ಕಾಂಚಿಡಾ ಬೆಟ್ಟದ ಪಹಲ್ಗಾಮ್‌ನ ಗುಲ್ಮಾರ್ಗ್ ತಾಣ, ದೂಧ್‌ಪತ್ರಿ, ಸೋನಾಮಾರ್ಗ್ ಸೇರಿದಂತೆ ಹಲವು ಪ್ರವಾಸಿ ತಾಣಗಳು ಈ ಪಟ್ಟಿಯಲ್ಲಿವೆ. ಪ್ರವಾಸಿಗರ ಭದ್ರತೆಗಾಗಿ ಹೆಚ್ಚುವರಿ ಭದ್ರತಾ ಪಡೆಗಳನ್ನು ನಿಯೋಜಿಸಲಾಗಿದೆ. ಹಲವು ಹಿಮಾಲಯನ್ ಪ್ರದೇಶಗಳನ್ನು ಕೂಡ ತೆರೆಯಲಾಗುವುದು ಎಂದು ಹೇಳಿದ್ದಾರೆ.	[1358, 1853, 1535, 1992]
sun-emblem-icon	[781, 11, 812, 41]
paragraph: ಬೆಂಗಳೂರು, ಫೆ. 17- ಭಾರತೀಯ ದಂತವೈದ್ಯರ ಸಂಘದ (ಐಡಿಎ) ಸಮ್ಮೇಳನವನ್ನು ಮಂಗಳೂರಿನಲ್ಲಿ ಫೆ. 20ರಿಂದ 22ರವರೆಗೆ ನಡೆಸಲಾಗುತ್ತಿದೆ. ಈ ಸಮ್ಮೇಳನದಲ್ಲಿ ದಂತ ವೈದ್ಯಕೀಯ ಕ್ಷೇತ್ರದ ತಂತ್ರಜ್ಞಾನ ಮತ್ತು ಹೊಸ ಚಿಕಿತ್ಸಾ ವಿಧಾನಗಳ ಕುರಿತು ಚರ್ಚಿಸಲಾಗುತ್ತದೆ. ಈ ಉದ್ಘಾಟನೆ ಹೆಚ್ಚಿನ ಸ್ಕ್ರೀನ್ ಸಂಸ್ಥೆಯ ಹಿರಿಯ ನಾಯಕರು ಭಾಗವಹಿಸಲಿದ್ದಾರೆ.	[603, 933, 776, 1090]
article-scooter-col2	[789, 1442, 963, 1814]
paragraph: ಚಿಕ್ಕಮಗಳೂರು, ಫೆ. 17- ನಗರದ ತಿಲಕ್ ಪಾರ್ಕ್ ಸಮೀಪ ಎರಡು ಕೋಮಿನ ಮನೆಯ ಮೇಲೆ ಕಲ್ಲು ತೂರಾಟ ನಡೆದ ಪ್ರಕರಣಕ್ಕೆ ಸಂಬಂಧಿಸಿ ಪೊಲೀಸರು ಎರಡು ಪ್ರತ್ಯೇಕ ಎಫ್‌ಐಆರ್ ಗಳನ್ನು ದಾಖಲಿಸಿದ್ದಾರೆ. ಕಲ್ಲು ತೂರಾಟ ಮಾಡಿದವರ ಹಾಗೂ ಅವರನ್ನು ಹಿಡಿದು ಪೊಲೀಸರಿಗೊಪ್ಪಿಸಿದವರ ವಿರುದ್ಧವೂ ಪೊಲೀಸ್ ಠಾಣೆಯಲ್ಲಿ ಎಫ್‌ಐಆರ್ ದಾಖಲಿಸಲಾಗಿದೆ. ಸುಧಾ ಎಂಬವರ ಮನೆಯ ಮೇಲೆ ಕಲ್ಲು ಎಸೆದ ಆರೋಪದ ಮೇರೆಗೆ ಹುಸೇನ್ ಎಂಬುವವನ ವಿರುದ್ಧ ಪ್ರಕರಣ ದಾಖಲಾಗಿದೆ. ಕಲ್ಲು ತೂರಾಟ ನಡೆಸಿದವರನ್ನು ಹಿಡಿದ ಶ್ಯಾಮ್ ಮತ್ತು ಸಂತೋಷ್ ಮೇಲೂ ಹಲ್ಲೆ ನಡೆಸಿದ ಆರೋಪದಡಿ ಎಫ್‌ಐಆರ್ ದಾಖಲಿಸಲಾಗಿದೆ. ತಮ್ಮ ಮೇಲೆ ಬ್ಯಾಟ್‌ನಿಂದ ಹಲ್ಲೆ ನಡೆಸಲಾಗಿದೆ ಎಂದು ದೂರು ನೀಡಲಾಗಿದೆ. ಎಸ್‌ಪಿ ದರ್ಶನ್ ಸ್ಥಳಕ್ಕೆ ಭೇಟಿ ನೀಡಿ ಪರಿಶೀಲಿಸಿದರು.	[980, 178, 1249, 387]
paragraph: ಮತ್ತು ಸಂತೋಷ್ ವಿರುದ್ಧವೂ ಬಿಎನ್‌ಎಸ್ ವಿವಿಧ ಕಲಂಗಳಡಿ ಕೇಸ್ ದಾಖಲಿಸಲಾಗಿದೆ. ಈ ಪ್ರಕರಣದಲ್ಲಿ, ಹಿಂದೂಪರ ಸಂಘಟನೆಗಳು ತೀವ್ರವಾಗಿ ಖಂಡಿಸಿವೆ. ಮುಸ್ಲಿಂ ಸಮುದಾಯದವರು ಹಾಗೂ ಎಸ್‌ಡಿಪಿಐ ಮುಖಂಡರು ಆಕ್ರೋಶ ವ್ಯಕ್ತಪಡಿಸಿದ್ದಾರೆ. ಇದೇ ವೇಳೆ ವಿಹೆಚ್‌ಪಿ ಮತ್ತು ಬಜರಂಗದಳ ಮುಖಂಡರು ಪೊಲೀಸ್ ಠಾಣೆ ಮುಂದೆ ಜಮಾಯಿಸಿ ಆಕ್ರೋಶ ವ್ಯಕ್ತಪಡಿಸಿದರು. ರಾತ್ರಿ ಸಮಯದಲ್ಲಿ ಪೊಲೀಸ್ ಠಾಣೆ ಎದುರು ನೂರಾರು ಜನರು ಜಮಾಯಿಸಿದ್ದರಿಂದ ಬಿಗುವಿನ ವಾತಾವರಣ ನಿರ್ಮಾಣವಾಗಿತ್ತು. ತಿಲಕ್ ಪಾರ್ಕ್ ಸಮೀಪ ಹಿಂದೂಗಳ ಮನೆಯೊಂದರ ಮೇಲೆ ಕಲ್ಲು ತೂರಾಟ ನಡೆದಿದೆ. ನಂತರ ಪೊಲೀಸ್ ಠಾಣೆ ಮುಂದೆ ಹಿಂದೂ ಸಂಘಟನೆಗಳ ಕಾರ್ಯಕರ್ತರು ಜಮಾಯಿಸಿ ಪ್ರತಿಭಟನೆ ನಡೆಸಿದರು.	[1262, 178, 1535, 369]
paragraph: ನಿರ್ಣಯವನ್ನು ಮಾಡುವುದರ ಮೂಲಕ ಕಣಿವೆಯಲ್ಲಿ ಪ್ರವಾಸೋದ್ಯಮ ಮತ್ತೆ ಚೇತರಿಸಿಕೊಳ್ಳಲಿದೆ ಎಂದು ನಿರೀಕ್ಷಿಸಲಾಗಿದೆ. ಸ್ಥಳೀಯ ಜನರ ಜೀವನೋಪಾಯಕ್ಕೆ ಇದು ನೆರವಾಗಲಿದೆ ಎಂದು ಅಧಿಕಾರಿಗಳು ತಿಳಿಸಿದ್ದಾರೆ.	[1358, 1615, 1535, 1718]
paragraph: ಬೆಂಗಳೂರು, ಫೆ. 17- ರಾಜ್ಯದಲ್ಲಿ ಮಂದೆ ಮತ್ತಷ್ಟು ರಾಜಕೀಯ ಬದಲಾವಣೆಗಳು ಆಗುವುದಿಲ್ಲ. ಮುಖ್ಯಮಂತ್ರಿ ಸಿದ್ದರಾಮಯ್ಯ ಅವರೇ ಮುಂದುವರಿಯಲಿದ್ದಾರೆ. ಮುಖ್ಯಮಂತ್ರಿ ಸಿದ್ದರಾಮಯ್ಯ ಬಜೆಟ್ ಮಂಡಿಸಲಿದ್ದಾರೆ ಎಂದು ಮಾಜಿ ಸಚಿವ ಕೆ.ಎನ್. ರಾಜಣ್ಣ ಹೇಳಿದರು. ಬೆಂಗಳೂರಿನ ಸದಾಶಿವನಗರದಲ್ಲಿ ಸುದ್ದಿಗಾರರೊಂದಿಗೆ ಮಾತನಾಡಿದ ಅವರು, ಮುಖ್ಯಮಂತ್ರಿಗಳು ಎಲ್ಲರಿಗೂ ಗೊತ್ತಿದೆ. ಯಾರೂ ಹೊರಗೆ ಹೋಗುತ್ತಿಲ್ಲ ಎಂದು ಹೇಳಿದರು.	[980, 1229, 1158, 1420]
paragraph: ನೀವು ಈ ರೀತಿ ಮಾಡಿದರೆ ಬಿಡುತ್ತಾರೆಯೇ ಎಂದು ಪ್ರಶ್ನಿಸಿದರು. ನಾನು ಆರ್‌ಎಸ್‌ಎಸ್ ಗೆ ಪ್ರಶ್ನೆ ಕೇಳಿದರೆ ಬಿಜೆಪಿ ನಾಯಕರು ಉತ್ತರಿಸುತ್ತಾರೆ. ಇವರು ಸಂಘದ ವಕ್ತಾರರೇ ಎಂದು ವ್ಯಂಗ್ಯವಾಡಿದ ಅವರು, ಅಲ್ಲಿ ಚೆಡ್ಡಿಯವರ ಬಗ್ಗೆ ಅಳುತ್ತಾರೆ ಎಂದು ಕುಟುಕಿದರು. ಆರ್‌ಎಸ್‌ಎಸ್ ನೋಂದಣಿ ಆಗುವವರೆಗೂ ಇಲ್ಲ ಎಂದು ಹೇಳಿ ದವರು ಕಾನೂನು ಹೋರಾಟಕ್ಕೆ ಸಿದ್ಧ ವಾಗಿದ್ದು, ನೋಂದಣಿ ಮಾಡಿಸಿಯೇ ಮಾಡುತ್ತೇವೆ ಎಂದರು. ವಿಜಯೇಂದ್ರರವರು ಬಿಜೆಪಿ ನಾಯಕರ ಮಕ್ಕಳು ಗಣವೇಷ ಹಾಕಿದ್ದಾರಾ, ಯಾವಾಗಲೂ ಹೊರಗಿನ ಮಕ್ಕಳಿಗೆ ಮಾತ್ರ ಗಣವೇಷ ಹಾಕುತ್ತಾರೆ ಎಂದು ಪ್ರಶ್ನಿಸಿದರು.	[46, 528, 212, 791]
city-label: ಬೆಂಗಳೂರು	[82, 8, 130, 23]
article-stones-col1	[980, 176, 1249, 689]
article-scooter-col1	[603, 1442, 776, 2231]
edition-info	[82, 8, 385, 24]
article-ida-col1	[603, 932, 776, 1342]
article-sslc-col1	[46, 1818, 212, 2059]
paragraph: ಬೆಂಗಳೂರು, ಫೆ. 17- ಕಾಂಗ್ರೆಸ್ ಪಕ್ಷಕ್ಕೆ ಹೊರಗಿನಿಂದ ಬಂದವರಿಗೆ ನಿಯತ್ತಿಲ್ಲ. ಅವರು ಸರಿಯಲ್ಲ ಎಂದು ಮಾಜಿ ಸಂಸದ ಡಿ.ಕೆ. ಸುರೇಶ್ ಸ್ಪಷ್ಟಪಡಿಸಿದ್ದಾರೆ. ಸಚಿವ ಮಹದೇವಪ್ಪ ಈ ಬಗ್ಗೆ ಮಾತನಾಡಿದಂತೆ ಕುರಿತು ನನಗೆ ಮಾಹಿತಿ ಇಲ್ಲ. ಕಚ್ಚಾ ಕಾಂಗ್ರೆಸ್ಸಿಗರು ಯಾರು ದೇಶಿ ನಾಯಕರು, ನಾವೆಲ್ಲಾ ಇರುವ ನಿಯತ್ತು ಮನಸ್ಸಿನಲ್ಲೇ ಎಂದು ನಾವೆಲ್ಲರೂ ನಂಬಿಕೊಂಡಿದ್ದೇವೆ. ಯಾವುದಕ್ಕೂ ನಾಯಕರನ್ನು ನಿಯತ್ತಿನ ಕಡೆ ನಡೆಸಬೇಕಿದೆ. ಸಚಿವ ಸ್ಥಾನ ಕುರಿತು ನಮ್ಮ ಯಾರು ಕೂಡ ಮಾತನಾಡುತ್ತಿಲ್ಲ ಎಂದು ತಿಳಿಸಿದರು. ನಾಯಿಯನ್ನು ಬೀದಿಯಲ್ಲಿ ಸಾಕುತ್ತಾರೆ, ಮನೆಯಲ್ಲೂ ಸಾಕುತ್ತಾರೆ. ಕಾರಣ ನಾಯಿಗಳಿಗೆ ಇರುವ ನಿಯತ್ತು. ಅವು ನಮ್ಮನ್ನು ಕಾಪಾಡುತ್ತವೆ ಎಂಬ ಕಾರಣಕ್ಕೆ ಎಂದು ಹೇಳಿದರು. ಕೆಲ ಕಾಂಗ್ರೆಸ್ ಶಾಸಕರ ವಿದೇಶ ಪ್ರವಾಸದ ಬಗ್ಗೆಯೂ ಪ್ರತಿಕ್ರಿಯಿಸಿದ ಅವರು, ಇದರಲ್ಲಿ ವಿಶೇಷ ಏನಿಲ್ಲ. ವಿದೇಶ ಪ್ರವಾಸ ಎಲ್ಲರೂ ಹೋಗುತ್ತಾರೆ. ಕುಟುಂಬದ ಜತೆ ಹೋಗಿದ್ದಾರೆ, ಅದಕ್ಕೆ ಮತ್ತಷ್ಟು ಕೊಡುವುದು ಬೇಡ ಎಂದು ಹೇಳಿದರು. ನಂದಿನಿ ಉತ್ಪನ್ನಗಳ ಬಗ್ಗೆ ಸಾಮಾಜಿಕ ಜಾಲತಾಣದಲ್ಲಿ ಅಪಪ್ರಚಾರ ನಡೆಯುತ್ತಿರುವುದಕ್ಕೆ ಕಿಡಿಕಾರಿದ ಅವರು, ಕೆಲವು ಕಿಡಿಗೇಡಿಗಳು ಅಪಪ್ರಚಾರ ಮಾಡುತ್ತಿದ್ದಾರೆ. ನಂದಿನಿ ಉತ್ಪನ್ನಗಳು ಗುಣಮಟ್ಟದಿಂದ ಕೂಡಿವೆ. ನಂದಿನಿ ಸಂಸ್ಥೆಯ ಪ್ರತ್ಯೇಕ ಇಲ್ಲ ಎಂದು ಬಮೂಲ್ ಅಧ್ಯಕ್ಷರಾಗಿರುವ ಡಿ.ಕೆ. ಸುರೇಶ್ ಹೇಳಿದರು.	[603, 387, 963, 631]
divider	[980, 1565, 1534, 1566]
article-attendance-col1	[46, 143, 296, 473]
signature-title: ನಿರ್ದೇಶಕರು, ಐಎಂಡಿ.	[1446, 1134, 1535, 1148]
